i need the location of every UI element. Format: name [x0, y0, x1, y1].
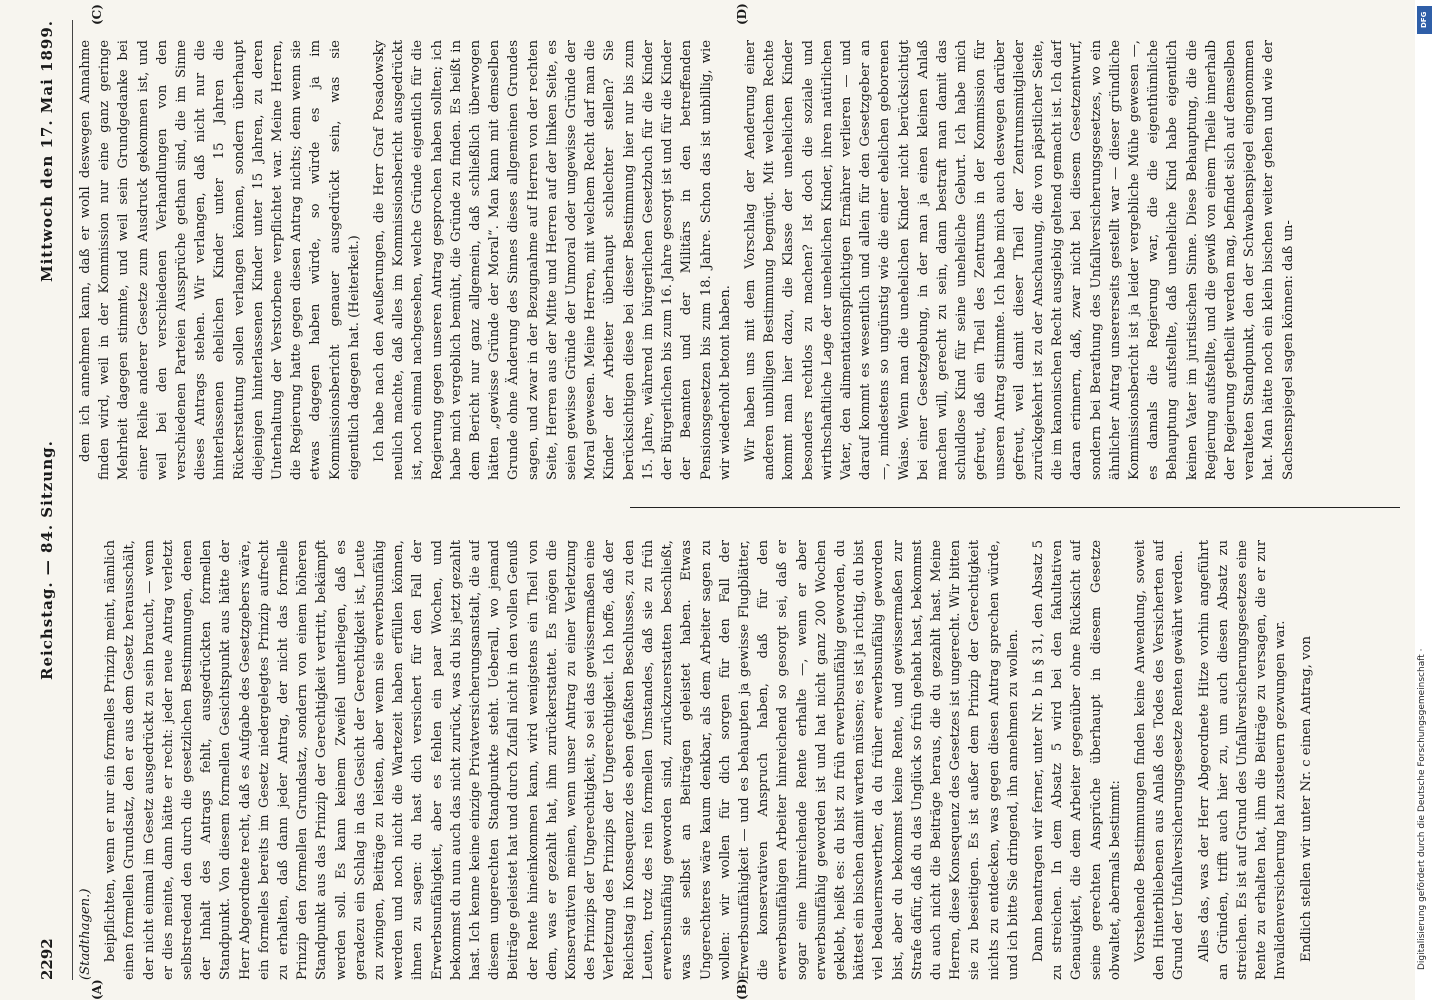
left-column	[76, 540, 1406, 980]
dfg-stamp	[1415, 0, 1434, 1000]
left-paragraph: Dann beantragen wir ferner, unter Nr. b in § 31, den Absatz 5 zu streichen. In dem Absatz 5 wird bei den fakultativen Genauigkeit, die dem Arbeiter gegenüber ohne Rücksicht auf seine gerechten Ansprüche überhaupt in diesem Gesetze obwaltet, abermals bestimmt:	[1030, 540, 1123, 980]
column-divider	[630, 507, 1400, 508]
page-header	[38, 20, 68, 980]
margin-marker-a: (A)	[90, 979, 104, 1000]
session-title: Reichstag. — 84. Sitzung.	[38, 440, 56, 680]
margin-marker-b: (B)	[735, 978, 749, 1000]
header-rule	[72, 20, 73, 980]
left-paragraph: Vorstehende Bestimmungen finden keine Anwendung, soweit den Hinterbliebenen aus Anlaß des Todes des Versicherten auf Grund der Unfallversicherungsgesetze Renten gewährt werden.	[1132, 540, 1187, 980]
right-paragraph: Ich habe nach den Aeußerungen, die Herr Graf Posadowsky neulich machte, daß alles im Kommissionsbericht ausgedrückt ist, noch einmal nachgesehen, welche Gründe eigentlich für die Regierung gegen unseren Antrag gesprochen haben sollten; ich habe mich vergeblich bemüht, die Gründe zu finden. Es heißt in dem Bericht nur ganz allgemein, daß schließlich überwogen hätten „gewisse Gründe der Moral“. Man kann mit demselben Grunde ohne Änderung des Sinnes dieses allgemeinen Grundes sagen, und zwar in der Bezugnahme auf Herren von der rechten Seite, Herren aus der Mitte und Herren auf der linken Seite, es seien gewisse Gründe der Unmoral oder ungewisse Gründe der Moral gewesen. Meine Herren, mit welchem Recht darf man die Kinder der Arbeiter überhaupt schlechter stellen? Sie berücksichtigen diese bei dieser Bestimmung hier nur bis zum 15. Jahre, während im bürgerlichen Gesetzbuch für die Kinder der Bürgerlichen bis zum 16. Jahre gesorgt ist und für die Kinder der Beamten und der Militärs in den betreffenden Pensionsgesetzen bis zum 18. Jahre. Schon das ist unbillig, wie wir wiederholt betont haben.	[372, 40, 733, 480]
session-date: Mittwoch den 17. Mai 1899.	[38, 20, 56, 283]
margin-marker-d: (D)	[735, 3, 749, 25]
margin-marker-c: (C)	[90, 4, 104, 25]
left-paragraph: Alles das, was der Herr Abgeordnete Hitze vorhin angeführt an Gründen, trifft auch hier zu, um auch diesen Absatz zu streichen. Es ist auf Grund des Unfallversicherungsgesetzes eine Rente zu erhalten hat, ihm die Beiträge zu versagen, die er zur Invalidenversicherung hat zusteuern gezwungen war.	[1196, 540, 1289, 980]
dfg-logo: DFG	[1417, 6, 1432, 34]
dfg-credit-text: Digitalisierung gefördert durch die Deutsche Forschungsgemeinschaft ·	[1417, 648, 1427, 970]
speaker-name: (Stadthagen.)	[78, 888, 93, 980]
right-paragraph: dem ich annehmen kann, daß er wohl deswegen Annahme finden wird, weil in der Kommission nur eine ganz geringe Mehrheit dagegen stimmte, und weil sein Grundgedanke bei einer Reihe anderer Gesetze zum Ausdruck gekommen ist, und weil bei den verschiedenen Verhandlungen von den verschiedenen Parteien Aussprüche gethan sind, die im Sinne dieses Antrags stehen. Wir verlangen, daß nicht nur die hinterlassenen ehelichen Kinder unter 15 Jahren die Rückerstattung sollen verlangen können, sondern überhaupt diejenigen hinterlassenen Kinder unter 15 Jahren, zu deren Unterhaltung der Verstorbene verpflichtet war. Meine Herren, die Regierung hatte gegen diesen Antrag nichts; denn wenn sie etwas dagegen haben würde, so würde es ja im Kommissionsbericht genauer ausgedrückt sein, was sie eigentlich dagegen hat. (Heiterkeit.)	[78, 40, 362, 480]
page-number: 2292	[38, 938, 56, 980]
right-paragraph: Wir haben uns mit dem Vorschlag der Aenderung einer anderen unbilligen Bestimmung begnügt. Mit welchem Rechte kommt man hier dazu, die Klasse der unehelichen Kinder besonders rechtlos zu machen? Ist doch die soziale und wirthschaftliche Lage der unehelichen Kinder, ihren natürlichen Vater, den alimentationspflichtigen Ernährer verlieren — und darauf kommt es wesentlich und allein für den Gesetzgeber an —, mindestens so ungünstig wie die einer ehelichen geborenen Waise. Wenn man die unehelichen Kinder nicht berücksichtigt bei einer Gesetzgebung, in der man ja einen kleinen Anlaß machen will, gerecht zu sein, dann bestraft man damit das schuldlose Kind für seine uneheliche Geburt. Ich habe mich gefreut, daß ein Theil des Zentrums in der Kommission für unseren Antrag stimmte. Ich habe mich auch deswegen darüber gefreut, weil damit dieser Theil der Zentrumsmitglieder zurückgekehrt ist zu der Anschauung, die von päpstlicher Seite, die im kanonischen Recht ausgiebig geltend gemacht ist. Ich darf daran erinnern, daß, zwar nicht bei diesem Gesetzentwurf, sondern bei Berathung des Unfallversicherungsgesetzes, wo ein ähnlicher Antrag unsererseits gestellt war — dieser gründliche Kommissionsbericht ist ja leider vergebliche Mühe gewesen —, es damals die Regierung war, die die eigenthümliche Behauptung aufstellte, daß uneheliche Kind habe eigentlich keinen Vater im juristischen Sinne. Diese Behauptung, die die Regierung aufstellte, und die gewiß von einem Theile innerhalb der Regierung getheilt werden mag, befindet sich auf demselben veralteten Standpunkt, den der Schwabenspiegel eingenommen hat. Man hätte noch ein klein bischen weiter gehen und wie der Sachsenspiegel sagen können: daß un-	[742, 40, 1296, 480]
left-paragraph: beipflichten, wenn er nur ein formelles Prinzip meint, nämlich einen formellen Grundsatz, den er aus dem Gesetz herausschält, der nicht einmal im Gesetz ausgedrückt zu sein braucht, — wenn er dies meinte, dann hätte er recht: jeder neue Antrag verletzt selbstredend den durch die gesetzlichen Bestimmungen, denen der Inhalt des Antrags fehlt, ausgedrückten formellen Standpunkt. Von diesem formellen Gesichtspunkt aus hätte der Herr Abgeordnete recht, daß es Aufgabe des Gesetzgebers wäre, ein formelles bereits im Gesetz niedergelegtes Prinzip aufrecht zu erhalten, daß dann jeder Antrag, der nicht das formelle Prinzip den formellen Grundsatz, sondern von einem höheren Standpunkt aus das Prinzip der Gerechtigkeit vertritt, bekämpft werden soll. Es kann keinem Zweifel unterliegen, daß es geradezu ein Schlag in das Gesicht der Gerechtigkeit ist, Leute zu zwingen, Beiträge zu leisten, aber wenn sie erwerbsunfähig werden und noch nicht die Wartezeit haben erfüllen können, ihnen zu sagen: du hast dich versichert für den Fall der Erwerbsunfähigkeit, aber es fehlen ein paar Wochen, und bekommst du nun auch das nicht zurück, was du bis jetzt gezahlt hast. Ich kenne keine einzige Privatversicherungsanstalt, die auf diesem ungerechten Standpunkte steht. Ueberall, wo jemand Beiträge geleistet hat und durch Zufall nicht in den vollen Genuß der Rente hineinkommen kann, wird wenigstens ein Theil von dem, was er gezahlt hat, ihm zurückerstattet. Es mögen die Konservativen meinen, wenn unser Antrag zu einer Verletzung des Prinzips der Ungerechtigkeit, so sei das gewissermaßen eine Verletzung des Prinzips der Ungerechtigkeit. Ich hoffe, daß der Reichstag in Konsequenz des eben gefaßten Beschlusses, zu den Leuten, trotz des rein formellen Umstandes, daß sie zu früh erwerbsunfähig geworden sind, zurückzuerstatten beschließt, was sie selbst an Beiträgen geleistet haben. Etwas Ungerechteres wäre kaum denkbar, als dem Arbeiter sagen zu wollen: wir wollen für dich sorgen für den Fall der Erwerbsunfähigkeit — und es behaupten ja gewisse Flugblätter, die konservativen Anspruch haben, daß für den erwerbsunfähigen Arbeiter hinreichend so gesorgt sei, daß er sogar eine hinreichende Rente erhalte —, wenn er aber erwerbsunfähig geworden ist und hat nicht ganz 200 Wochen geklebt, heißt es: du bist zu früh erwerbsunfähig geworden, du hättest ein bischen damit warten müssen; es ist ja richtig, du bist viel bedauernswerther, da du früher erwerbsunfähig geworden bist, aber du bekommst keine Rente, und gewissermaßen zur Strafe dafür, daß du das Unglück so früh gehabt hast, bekommst du auch nicht die Beiträge heraus, die du gezahlt hast. Meine Herren, diese Konsequenz des Gesetzes ist ungerecht. Wir bitten sie zu beseitigen. Es ist außer dem Prinzip der Gerechtigkeit nichts zu entdecken, was gegen diesen Antrag sprechen würde, und ich bitte Sie dringend, ihn annehmen zu wollen.	[103, 540, 1021, 980]
right-column	[76, 40, 1406, 480]
left-paragraph: Endlich stellen wir unter Nr. c einen Antrag, von	[1298, 635, 1314, 962]
